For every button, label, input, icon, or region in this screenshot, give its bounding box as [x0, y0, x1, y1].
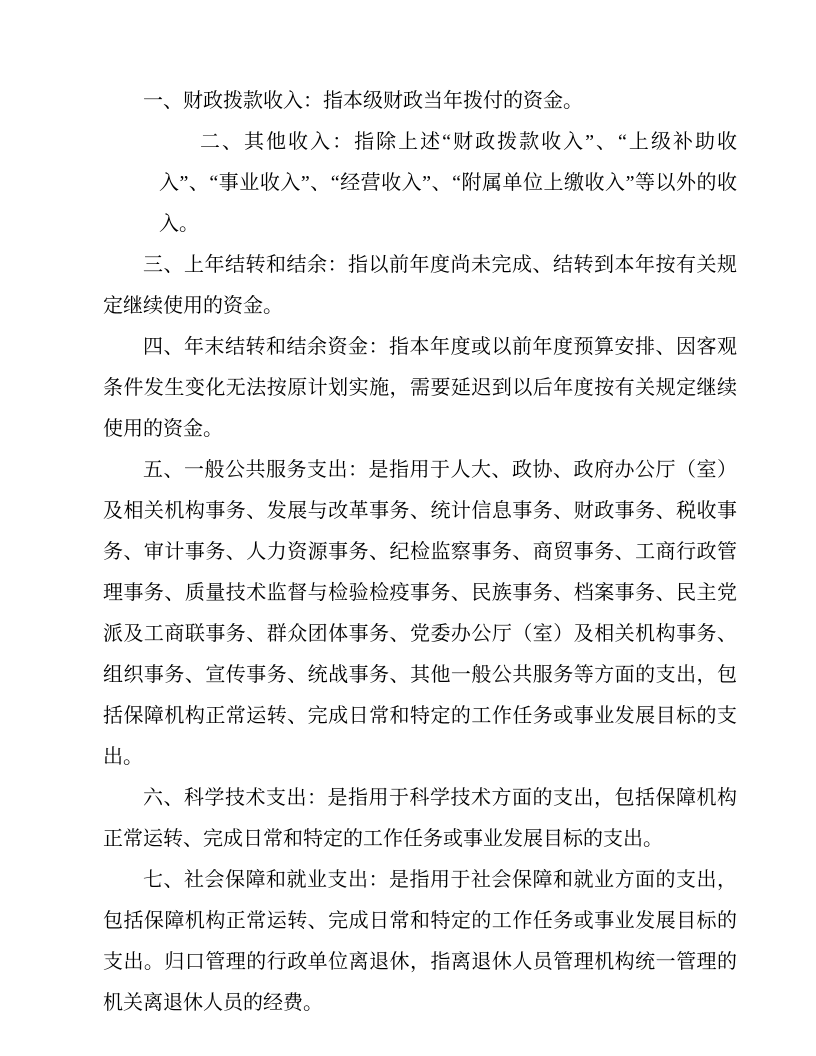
paragraph-fiscal-appropriation-income: 一、财政拨款收入：指本级财政当年拨付的资金。	[143, 90, 583, 112]
paragraph-social-security-employment-expenditure: 七、社会保障和就业支出：是指用于社会保障和就业方面的支出，包括保障机构正常运转、完成日常和特定的工作任务或事业发展目标的支出。归口管理的行政单位离退休，指离退休人员管理机构统一管理的机关离退休人员的经费。	[103, 869, 737, 1014]
paragraph-general-public-service-expenditure: 五、一般公共服务支出：是指用于人大、政协、政府办公厅（室）及相关机构事务、发展与改革事务、统计信息事务、财政事务、税收事务、审计事务、人力资源事务、纪检监察事务、商贸事务、工商行政管理事务、质量技术监督与检验检疫事务、民族事务、档案事务、民主党派及工商联事务、群众团体事务、党委办公厅（室）及相关机构事务、组织事务、宣传事务、统战事务、其他一般公共服务等方面的支出，包括保障机构正常运转、完成日常和特定的工作任务或事业发展目标的支出。	[103, 459, 737, 768]
paragraph-other-income: 二、其他收入：指除上述“财政拨款收入”、“上级补助收入”、“事业收入”、“经营收入”、“附属单位上缴收入”等以外的收入。	[159, 131, 737, 235]
paragraph-prior-year-carryover: 三、上年结转和结余：指以前年度尚未完成、结转到本年按有关规定继续使用的资金。	[103, 254, 737, 317]
document-text-block	[103, 81, 737, 1024]
paragraph-science-technology-expenditure: 六、科学技术支出：是指用于科学技术方面的支出，包括保障机构正常运转、完成日常和特定的工作任务或事业发展目标的支出。	[103, 787, 737, 850]
paragraph-year-end-carryover-funds: 四、年末结转和结余资金：指本年度或以前年度预算安排、因客观条件发生变化无法按原计划实施，需要延迟到以后年度按有关规定继续使用的资金。	[103, 336, 737, 440]
